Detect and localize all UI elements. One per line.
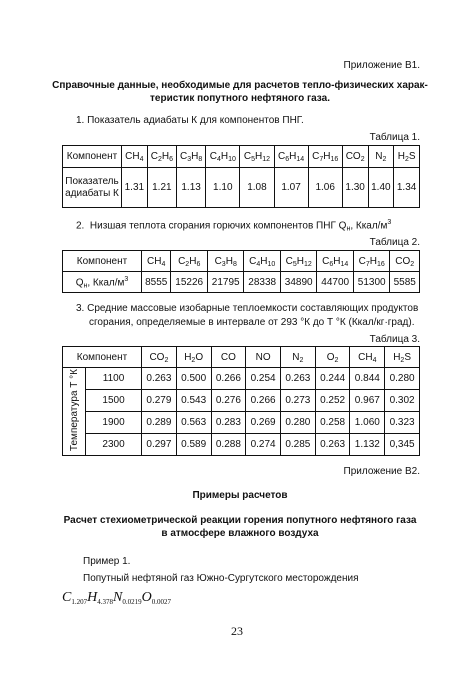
table-cell: 1.13 [176,168,205,208]
table-cell: 0.500 [176,368,211,390]
table-row [63,390,420,412]
table-cell: 1.30 [342,168,368,208]
temperature-label-text: Температура Т °К [68,368,80,452]
col-c4h10: $C_4H_{10}$ [244,251,281,272]
table-cell: 1.08 [240,168,274,208]
col-h2s: $H_2S$ [385,347,420,368]
formula-n: N [112,590,123,605]
table-cell: 1.07 [274,168,308,208]
col-ch4: $CH_4$ [142,251,171,272]
example-1-label: Пример 1. [83,556,131,567]
table-cell: 0.266 [211,368,246,390]
item-3-line1: 3. Средние массовые изобарные теплоемкости составляющих продуктов [76,303,419,314]
table-cell: 1.31 [122,168,148,208]
table-row [63,368,420,390]
table-cell: 0.266 [246,390,281,412]
formula-h: H [87,590,98,605]
table-cell: 0.285 [280,434,315,456]
item-3-line2: сгорания, определяемые в интервале от 293 °К до Т °К (Ккал/кг·град). [89,317,415,328]
table-cell: 1.10 [206,168,240,208]
col-n2: $N_2$ [368,146,394,168]
table-cell: 0.323 [385,412,420,434]
col-co: CO [211,347,246,368]
table-cell: 44700 [317,272,354,293]
calc-title-line2: в атмосфере влажного воздуха [161,528,319,539]
table-cell: 0.276 [211,390,246,412]
table-cell: 0.280 [280,412,315,434]
table-3-caption: Таблица 3. [369,334,420,345]
section-heading [40,79,440,105]
table-cell: 0.254 [246,368,281,390]
formula-c-index: 1.207 [71,598,88,606]
table-cell: 0.302 [385,390,420,412]
col-c2h6: $C_2H_6$ [147,146,176,168]
col-c6h14: $C_6H_{14}$ [274,146,308,168]
table-cell: 0.263 [280,368,315,390]
table-cell: 0.263 [315,434,350,456]
table-row [63,434,420,456]
table-cell: 0.589 [176,434,211,456]
col-c4h10: $C_4H_{10}$ [206,146,240,168]
temperature-cell: 2300 [86,434,142,456]
temperature-cell: 1100 [86,368,142,390]
table-header-label: Компонент [63,347,142,368]
table-cell: 0.274 [246,434,281,456]
col-co2: $CO_2$ [390,251,420,272]
col-c2h6: $C_2H_6$ [171,251,208,272]
table-header-label: Компонент [63,146,122,168]
item-1-text: 1. Показатель адиабаты К для компонентов ПНГ. [76,115,304,126]
table-1-row [63,168,420,208]
table-2-row-label: $Q_н$, Ккал/$м^3$ [63,272,142,293]
temperature-cell: 1500 [86,390,142,412]
table-cell: 28338 [244,272,281,293]
table-cell: 0,345 [385,434,420,456]
table-cell: 0.289 [142,412,177,434]
table-cell: 0.283 [211,412,246,434]
table-cell: 5585 [390,272,420,293]
col-h2o: $H_2O$ [176,347,211,368]
table-2 [62,250,420,293]
formula-h-index: 4.378 [97,598,113,606]
col-co2: $CO_2$ [342,146,368,168]
page-number: 23 [231,624,243,638]
gas-description: Попутный нефтяной газ Южно-Сургутского месторождения [83,573,359,584]
table-cell: 1.34 [394,168,420,208]
table-2-row [63,272,420,293]
table-cell: 1.06 [308,168,342,208]
examples-title: Примеры расчетов [192,490,288,501]
col-o2: $O_2$ [315,347,350,368]
col-co2: $CO_2$ [142,347,177,368]
col-no: NO [246,347,281,368]
table-cell: 0.297 [142,434,177,456]
table-cell: 0.258 [315,412,350,434]
table-cell: 1.060 [350,412,385,434]
table-cell: 8555 [142,272,171,293]
table-cell: 1.21 [147,168,176,208]
table-cell: 0.279 [142,390,177,412]
temperature-side-label [63,368,86,456]
col-c7h16: $C_7H_{16}$ [308,146,342,168]
section-heading-line2: теристик попутного нефтяного газа. [150,93,330,104]
table-1-row-label [63,168,122,208]
col-n2: $N_2$ [280,347,315,368]
table-cell: 0.273 [280,390,315,412]
formula-o-index: 0.0027 [151,598,171,606]
item-3-text [76,302,418,330]
item-2-text: 2. Низшая теплота сгорания горючих компонентов ПНГ $Q_н$, Ккал/$м^3$ [76,219,392,233]
formula-o: O [141,590,152,605]
table-cell: 34890 [280,272,317,293]
table-cell: 0.269 [246,412,281,434]
col-c3h8: $C_3H_8$ [207,251,244,272]
table-2-caption: Таблица 2. [369,237,420,248]
col-c5h12: $C_5H_{12}$ [280,251,317,272]
table-cell: 1.40 [368,168,394,208]
table-3-header-row [63,347,420,368]
appendix-b2-label: Приложение В2. [343,466,420,477]
table-header-label: Компонент [63,251,142,272]
calc-title [40,514,440,540]
row-label-line1: Показатель [65,175,119,187]
table-row [63,412,420,434]
section-heading-line1: Справочные данные, необходимые для расчетов тепло-физических харак- [52,80,428,91]
table-cell: 0.252 [315,390,350,412]
table-1 [62,145,420,208]
table-cell: 0.280 [385,368,420,390]
table-cell: 0.288 [211,434,246,456]
table-3 [62,346,420,456]
table-cell: 0.967 [350,390,385,412]
formula-c: C [62,590,72,605]
table-cell: 0.244 [315,368,350,390]
table-cell: 0.543 [176,390,211,412]
appendix-b1-label: Приложение В1. [343,60,420,71]
table-cell: 15226 [171,272,208,293]
table-1-caption: Таблица 1. [369,132,420,143]
gas-formula [62,590,171,606]
table-cell: 21795 [207,272,244,293]
col-ch4: $CH_4$ [350,347,385,368]
col-c3h8: $C_3H_8$ [176,146,205,168]
table-cell: 51300 [353,272,390,293]
col-ch4: $CH_4$ [122,146,148,168]
col-h2s: $H_2S$ [394,146,420,168]
table-cell: 1.132 [350,434,385,456]
col-c5h12: $C_5H_{12}$ [240,146,274,168]
table-cell: 0.563 [176,412,211,434]
table-cell: 0.844 [350,368,385,390]
formula-n-index: 0.0219 [122,598,142,606]
temperature-cell: 1900 [86,412,142,434]
table-1-header-row [63,146,420,168]
calc-title-line1: Расчет стехиометрической реакции горения попутного нефтяного газа [63,515,417,526]
table-2-header-row [63,251,420,272]
row-label-line2: адиабаты К [65,187,119,199]
col-c6h14: $C_6H_{14}$ [317,251,354,272]
table-cell: 0.263 [142,368,177,390]
col-c7h16: $C_7H_{16}$ [353,251,390,272]
